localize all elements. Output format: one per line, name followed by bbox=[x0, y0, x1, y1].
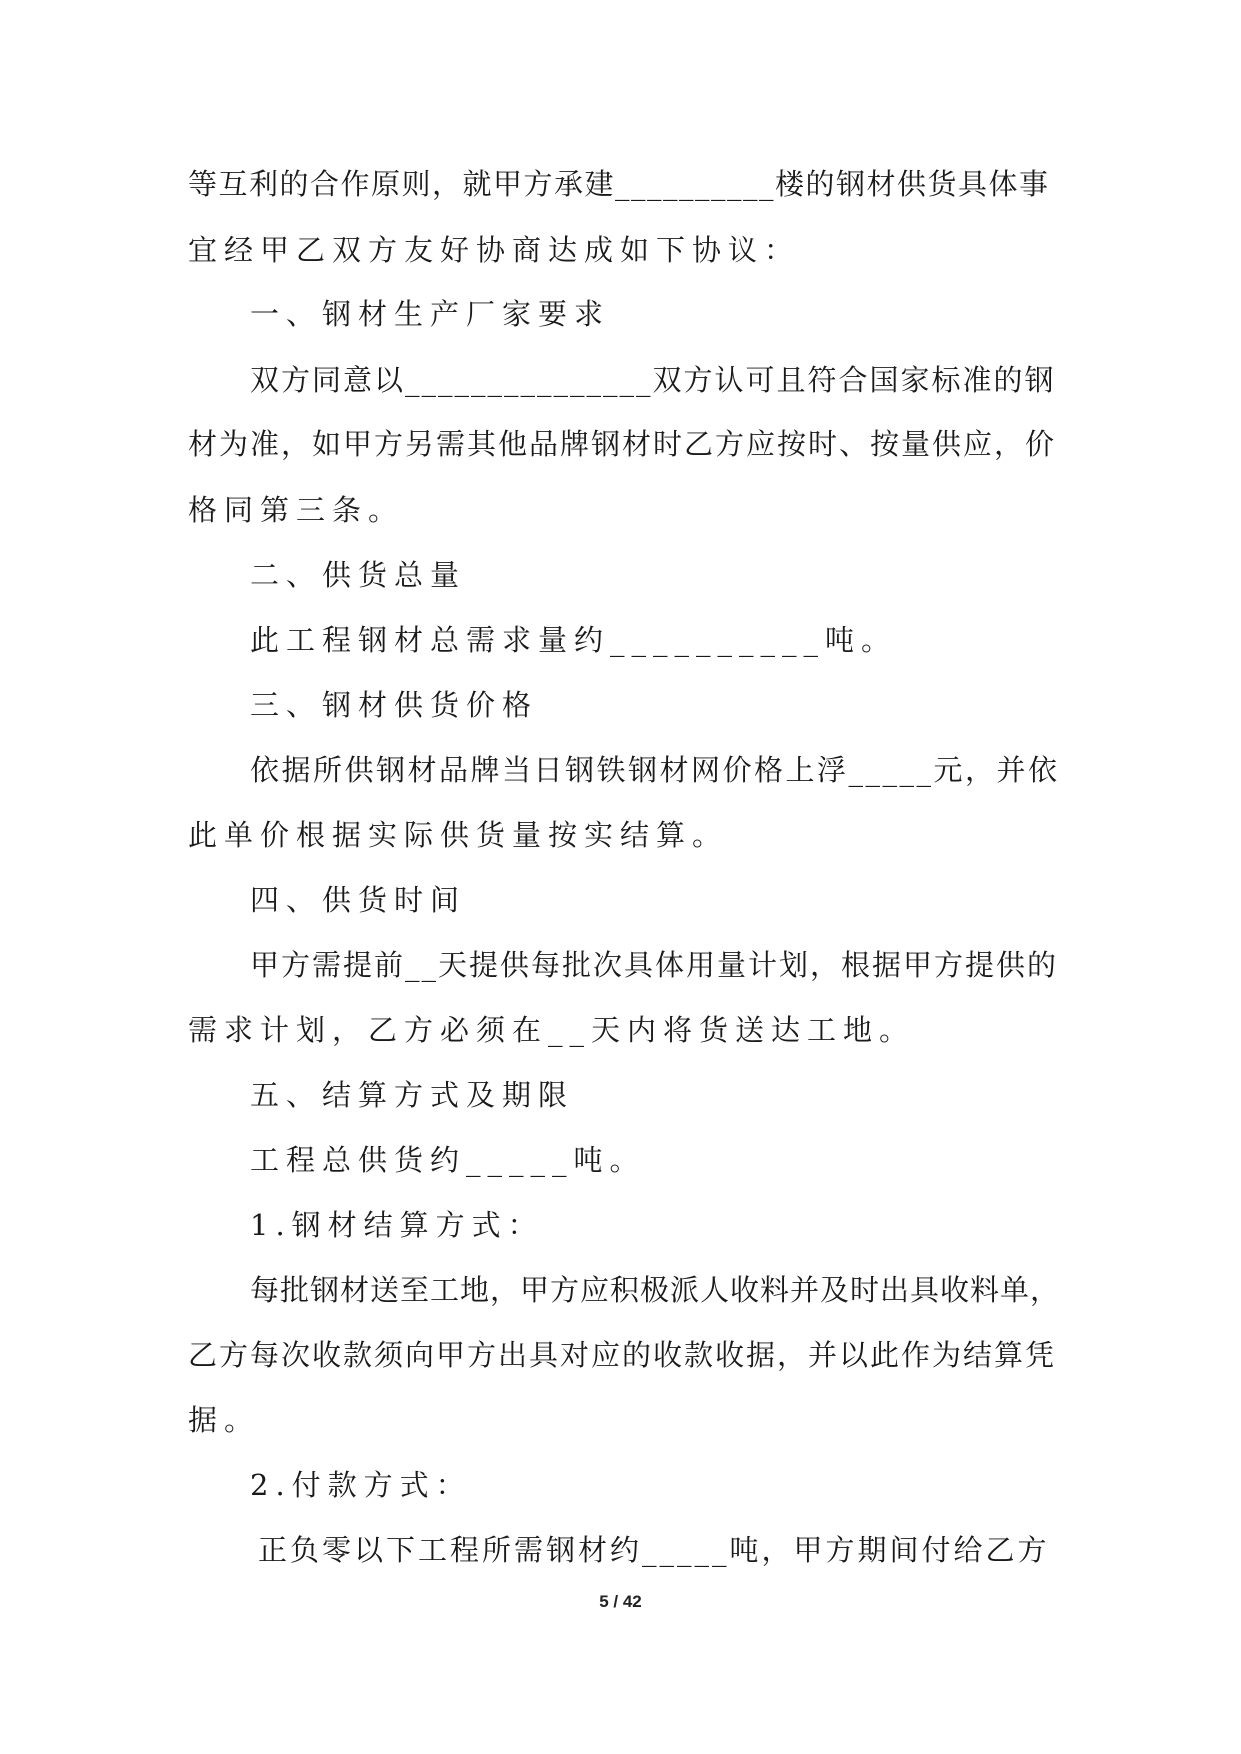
body-text: 正负零以下工程所需钢材约_____吨，甲方期间付给乙方 bbox=[258, 1533, 1050, 1567]
body-text: 等互利的合作原则，就甲方承建__________楼的钢材供货具体事 bbox=[188, 167, 1050, 201]
section-heading: 五、结算方式及期限 bbox=[250, 1078, 575, 1112]
body-text: 据。 bbox=[188, 1403, 261, 1437]
body-text: 每批钢材送至工地，甲方应积极派人收料并及时出具收料单， bbox=[250, 1273, 1061, 1307]
body-text: 甲方需提前__天提供每批次具体用量计划，根据甲方提供的 bbox=[250, 948, 1059, 982]
section-heading: 一、钢材生产厂家要求 bbox=[250, 297, 611, 331]
subsection-heading: 2.付款方式： bbox=[250, 1468, 472, 1502]
subsection-heading: 1.钢材结算方式： bbox=[250, 1208, 544, 1242]
body-text: 工程总供货约_____吨。 bbox=[250, 1143, 646, 1177]
section-heading: 三、钢材供货价格 bbox=[250, 688, 539, 722]
body-text: 需求计划，乙方必须在__天内将货送达工地。 bbox=[188, 1013, 916, 1047]
body-text: 乙方每次收款须向甲方出具对应的收款收据，并以此作为结算凭 bbox=[188, 1338, 1057, 1372]
body-text: 宜经甲乙双方友好协商达成如下协议： bbox=[188, 233, 801, 267]
page-number: 5 / 42 bbox=[599, 1592, 642, 1611]
section-heading: 二、供货总量 bbox=[250, 558, 467, 592]
body-text: 此单价根据实际供货量按实结算。 bbox=[188, 818, 729, 852]
body-text: 此工程钢材总需求量约__________吨。 bbox=[250, 623, 898, 657]
body-text: 依据所供钢材品牌当日钢铁钢材网价格上浮_____元，并依 bbox=[250, 753, 1060, 787]
body-text: 格同第三条。 bbox=[188, 493, 405, 527]
body-text: 双方同意以_______________双方认可且符合国家标准的钢 bbox=[250, 363, 1056, 397]
section-heading: 四、供货时间 bbox=[250, 883, 467, 917]
body-text: 材为准，如甲方另需其他品牌钢材时乙方应按时、按量供应，价 bbox=[188, 427, 1057, 461]
